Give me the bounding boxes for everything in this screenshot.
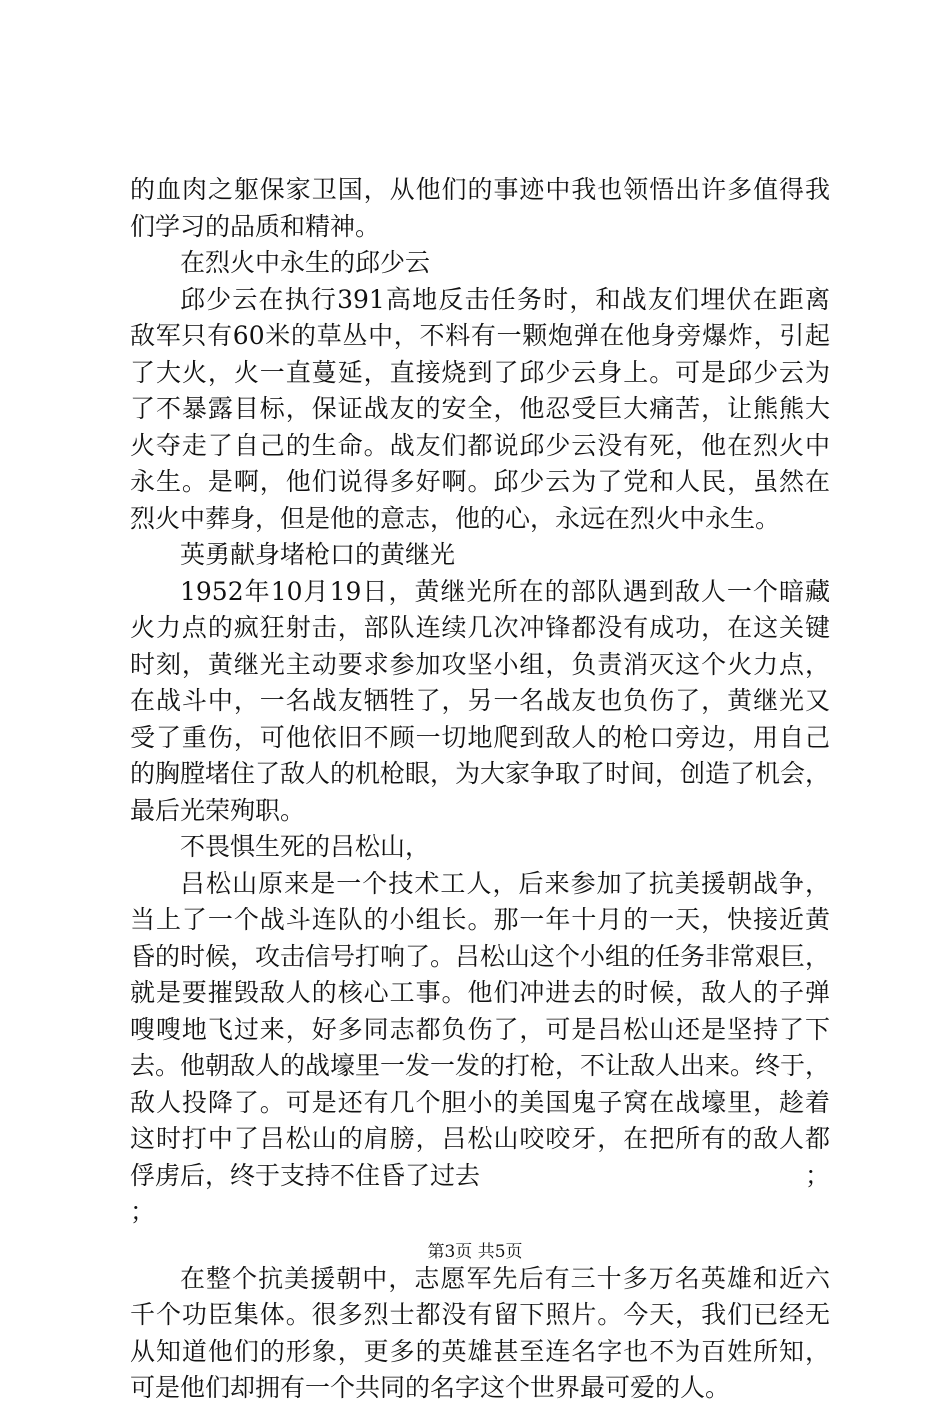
text-line: 火力点的疯狂射击，部队连续几次冲锋都没有成功，在这关键 <box>130 613 830 642</box>
text-line: 火夺走了自己的生命。战友们都说邱少云没有死，他在烈火中 <box>130 430 830 460</box>
text-line: 敌人投降了。可是还有几个胆小的美国鬼子窝在战壕里，趁着 <box>130 1087 830 1117</box>
text-line: 烈火中葬身，但是他的意志，他的心，永远在烈火中永生。 <box>130 503 781 533</box>
page-footer <box>0 1240 950 1264</box>
text-line: 邱少云在执行391高地反击任务时，和战友们埋伏在距离 <box>180 284 830 314</box>
text-line: 敌军只有60米的草丛中，不料有一颗炮弹在他身旁爆炸，引起 <box>130 321 830 350</box>
text-line: 吕松山原来是一个技术工人，后来参加了抗美援朝战争， <box>180 868 830 898</box>
section-heading: 在烈火中永生的邱少云 <box>180 248 431 277</box>
text-line: 们学习的品质和精神。 <box>130 211 381 241</box>
text-line: 的血肉之躯保家卫国，从他们的事迹中我也领悟出许多值得我 <box>130 175 830 204</box>
text-line: ； <box>130 1197 156 1226</box>
text-line: 时刻，黄继光主动要求参加攻坚小组，负责消灭这个火力点， <box>130 649 830 679</box>
text-line: 嗖嗖地飞过来，好多同志都负伤了，可是吕松山还是坚持了下 <box>130 1014 830 1044</box>
body-text <box>130 172 830 1407</box>
text-line: 昏的时候，攻击信号打响了。吕松山这个小组的任务非常艰巨， <box>130 941 831 971</box>
text-line-split <box>130 1158 830 1195</box>
section-heading: 不畏惧生死的吕松山， <box>180 832 431 861</box>
section-heading: 英勇献身堵枪口的黄继光 <box>180 540 456 569</box>
text-line-main: 俘虏后，终于支持不住昏了过去 <box>130 1160 481 1190</box>
text-line: 去。他朝敌人的战壕里一发一发的打枪，不让敌人出来。终于， <box>130 1051 831 1080</box>
page-number-label: 第3页 共5页 <box>427 1242 523 1262</box>
text-line: 了不暴露目标，保证战友的安全，他忍受巨大痛苦，让熊熊大 <box>130 394 830 423</box>
text-line: 在战斗中，一名战友牺牲了，另一名战友也负伤了，黄继光又 <box>130 686 830 715</box>
text-line: 1952年10月19日，黄继光所在的部队遇到敌人一个暗藏 <box>180 576 830 606</box>
text-line: 就是要摧毁敌人的核心工事。他们冲进去的时候，敌人的子弹 <box>130 978 830 1007</box>
text-line: 从知道他们的形象，更多的英雄甚至连名字也不为百姓所知， <box>130 1336 830 1366</box>
text-line-tail: ； <box>804 1160 830 1190</box>
text-line: 的胸膛堵住了敌人的机枪眼，为大家争取了时间，创造了机会， <box>130 759 831 788</box>
text-line: 受了重伤，可他依旧不顾一切地爬到敌人的枪口旁边，用自己 <box>130 722 830 752</box>
text-line: 在整个抗美援朝中，志愿军先后有三十多万名英雄和近六 <box>180 1263 830 1293</box>
text-line: 最后光荣殉职。 <box>130 795 306 825</box>
text-line: 这时打中了吕松山的肩膀，吕松山咬咬牙，在把所有的敌人都 <box>130 1124 830 1153</box>
text-line: 了大火，火一直蔓延，直接烧到了邱少云身上。可是邱少云为 <box>130 357 830 387</box>
text-line: 千个功臣集体。很多烈士都没有留下照片。今天，我们已经无 <box>130 1300 830 1329</box>
text-line: 永生。是啊，他们说得多好啊。邱少云为了党和人民，虽然在 <box>130 467 830 496</box>
text-line: 当上了一个战斗连队的小组长。那一年十月的一天，快接近黄 <box>130 905 830 934</box>
text-line: 可是他们却拥有一个共同的名字这个世界最可爱的人。 <box>130 1373 731 1402</box>
